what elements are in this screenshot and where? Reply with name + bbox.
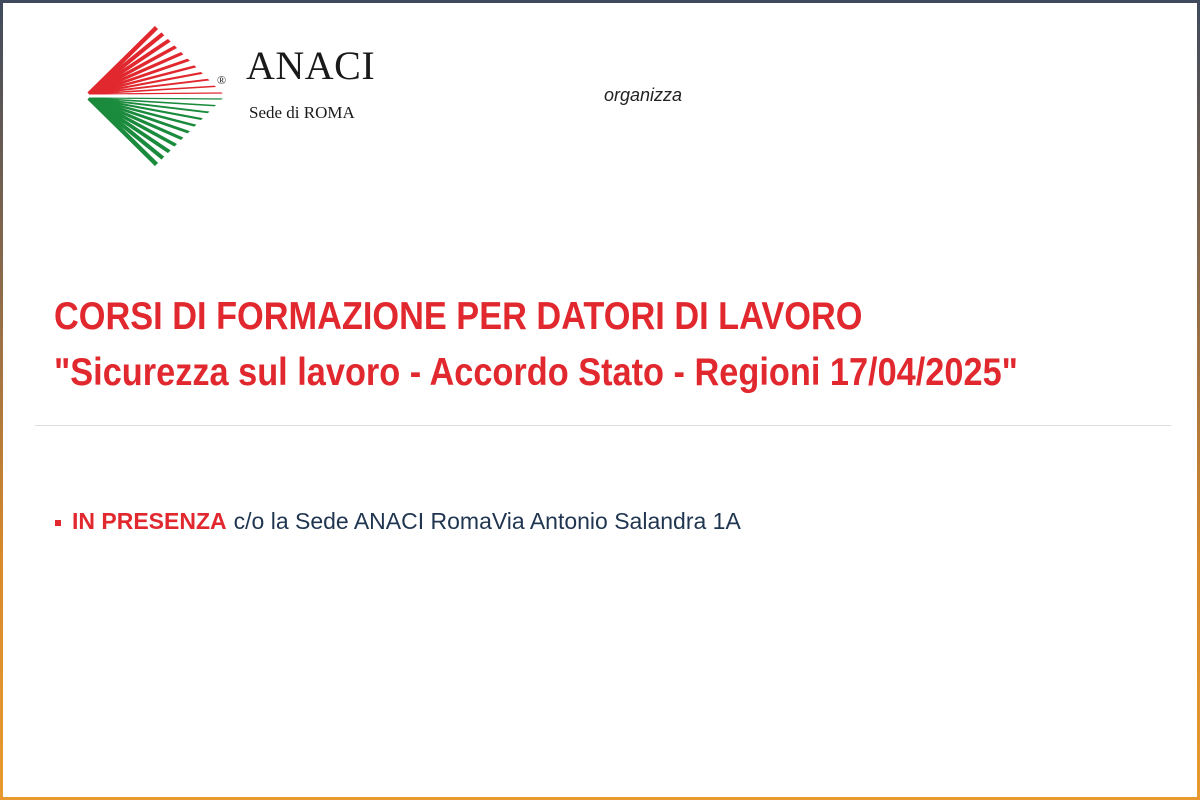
bullet-location-text: c/o la Sede ANACI RomaVia Antonio Salandra 1A [233, 508, 741, 534]
brand-subtitle: Sede di ROMA [249, 103, 355, 122]
headline-line-2: "Sicurezza sul lavoro - Accordo Stato - Regioni 17/04/2025" [54, 351, 1018, 394]
registered-mark: ® [217, 73, 227, 87]
headline [54, 289, 1018, 401]
headline-line-1: CORSI DI FORMAZIONE PER DATORI DI LAVORO [54, 295, 863, 338]
logo-center-gap [81, 95, 227, 98]
divider [35, 425, 1171, 426]
bullet-square-icon [55, 520, 61, 526]
organizza-label: organizza [604, 85, 683, 105]
location-bullet [55, 508, 741, 535]
brand-name: ANACI [246, 43, 376, 88]
anaci-logo-icon [81, 23, 227, 169]
bullet-tag: IN PRESENZA [72, 508, 227, 534]
